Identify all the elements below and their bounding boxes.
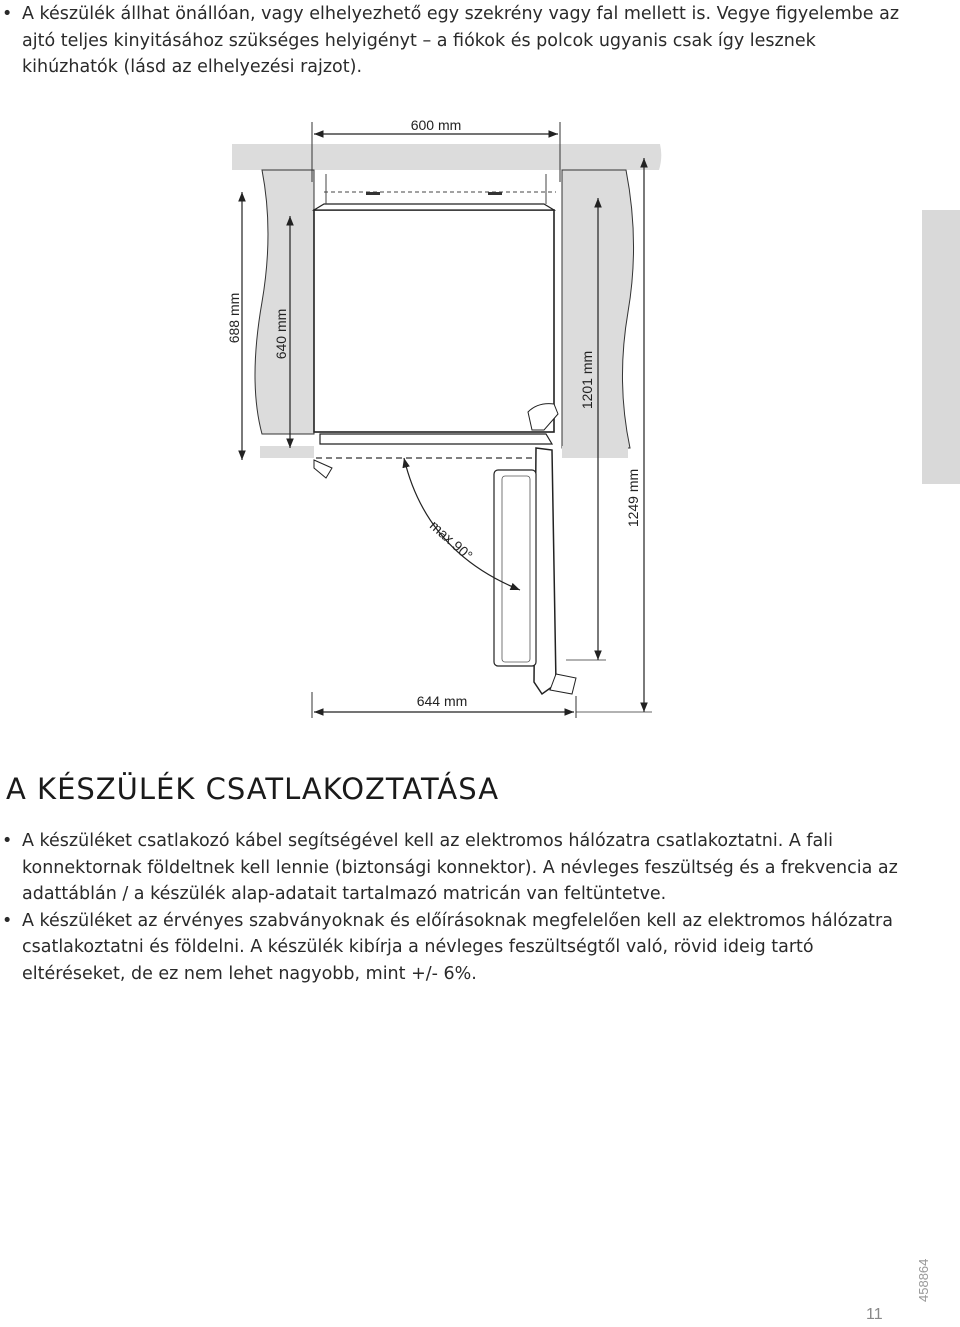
document-code: 458864 (916, 1258, 931, 1302)
page-number: 11 (866, 1306, 883, 1323)
dim-1201-label: 1201 mm (579, 350, 595, 410)
fridge-body (314, 210, 554, 432)
dim-1249-label: 1249 mm (625, 468, 641, 528)
angle-label: max 90° (426, 517, 476, 564)
door-closed (320, 434, 552, 444)
dim-644-label: 644 mm (416, 693, 468, 709)
dim-688-label: 688 mm (226, 292, 242, 344)
left-plinth (260, 446, 314, 458)
right-plinth (562, 446, 628, 458)
left-cabinet (255, 170, 314, 434)
dim-600-label: 600 mm (410, 117, 462, 133)
connection-bullet: • A készüléket csatlakozó kábel segítségével kell az elektromos hálózatra csatlakoztatni. A fali konnektornak földeltnek kell lennie (biztonsági konnektor). A névleges feszültség és a frekvencia az adattáblán / a készülék alap-adatait tartalmazó matricán van feltüntetve. (0, 828, 910, 908)
side-tab (922, 210, 960, 484)
section-title: A KÉSZÜLÉK CSATLAKOZTATÁSA (6, 772, 500, 806)
intro-bullet: • A készülék állhat önállóan, vagy elhelyezhető egy szekrény vagy fal mellett is. Vegye figyelembe az ajtó teljes kinyitásához szükséges helyigényt – a fiókok és polcok ugyanis csak így lesznek kihúzhatók (lásd az elhelyezési rajzot). (0, 1, 900, 81)
placement-diagram (226, 112, 666, 724)
intro-list (0, 1, 900, 81)
door-open (534, 448, 556, 694)
back-wall (232, 144, 661, 170)
connection-list (0, 828, 910, 987)
connection-bullet: • A készüléket az érvényes szabványoknak és előírásoknak megfelelően kell az elektromos hálózatra csatlakoztatni és földelni. A készülék kibírja a névleges feszültségtől való, rövid ideig tartó eltéréseket, de ez nem lehet nagyobb, mint +/- 6%. (0, 908, 910, 988)
dim-640-label: 640 mm (273, 308, 289, 360)
